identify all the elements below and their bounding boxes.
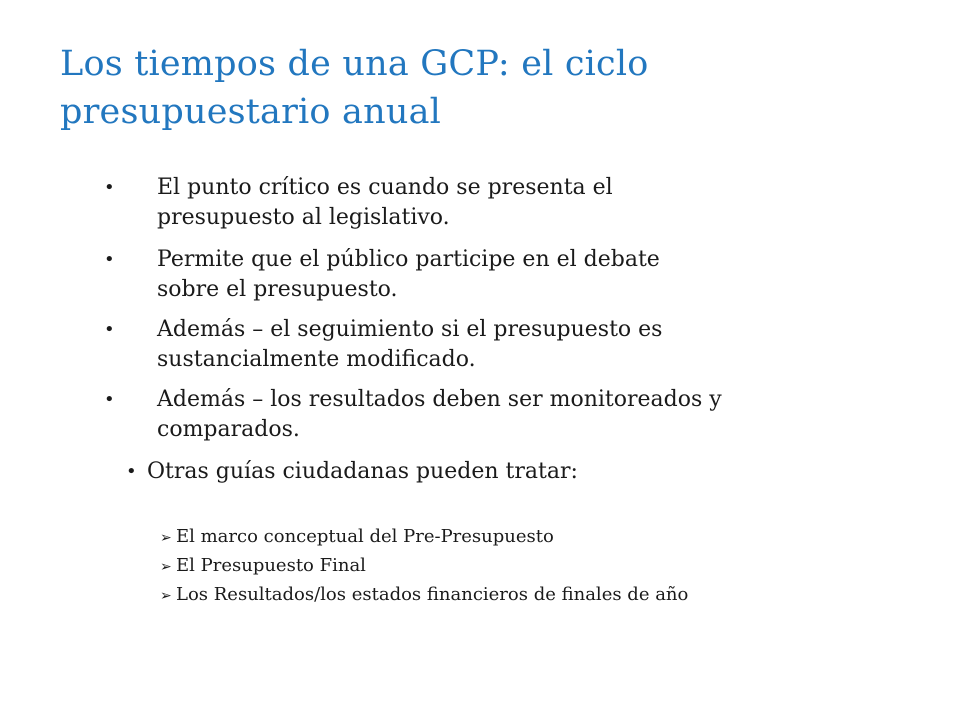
sub-list-item bbox=[160, 554, 366, 579]
sub-item-text: Los Resultados/los estados financieros de finales de año bbox=[176, 584, 689, 605]
arrow-right-icon: ➢ bbox=[160, 559, 172, 575]
bullet-text bbox=[157, 315, 917, 375]
bullet-dot-icon: • bbox=[104, 249, 115, 270]
sub-item-text: El marco conceptual del Pre-Presupuesto bbox=[176, 526, 554, 547]
bullet-line: Además – los resultados deben ser monitoreados y bbox=[157, 387, 722, 412]
bullet-line: El punto crítico es cuando se presenta el bbox=[157, 175, 613, 200]
sub-list-item bbox=[160, 583, 688, 608]
bullet-dot-icon: • bbox=[104, 389, 115, 410]
bullet-text bbox=[157, 173, 917, 233]
bullet-line: presupuesto al legislativo. bbox=[157, 205, 450, 230]
bullet-text bbox=[147, 457, 907, 487]
slide-title bbox=[60, 40, 920, 136]
bullet-dot-icon: • bbox=[104, 319, 115, 340]
arrow-right-icon: ➢ bbox=[160, 530, 172, 546]
bullet-text bbox=[157, 385, 917, 445]
title-line-1: Los tiempos de una GCP: el ciclo bbox=[60, 44, 649, 84]
sub-item-text: El Presupuesto Final bbox=[176, 555, 366, 576]
bullet-dot-icon: • bbox=[126, 461, 137, 482]
arrow-right-icon: ➢ bbox=[160, 588, 172, 604]
title-line-2: presupuestario anual bbox=[60, 92, 442, 132]
bullet-line: sustancialmente modificado. bbox=[157, 347, 476, 372]
sub-list-item bbox=[160, 525, 554, 550]
bullet-line: comparados. bbox=[157, 417, 300, 442]
bullet-line: Permite que el público participe en el debate bbox=[157, 247, 660, 272]
bullet-dot-icon: • bbox=[104, 177, 115, 198]
bullet-line: Además – el seguimiento si el presupuesto es bbox=[157, 317, 663, 342]
bullet-text bbox=[157, 245, 917, 305]
bullet-line: sobre el presupuesto. bbox=[157, 277, 398, 302]
bullet-line: Otras guías ciudadanas pueden tratar: bbox=[147, 459, 578, 484]
